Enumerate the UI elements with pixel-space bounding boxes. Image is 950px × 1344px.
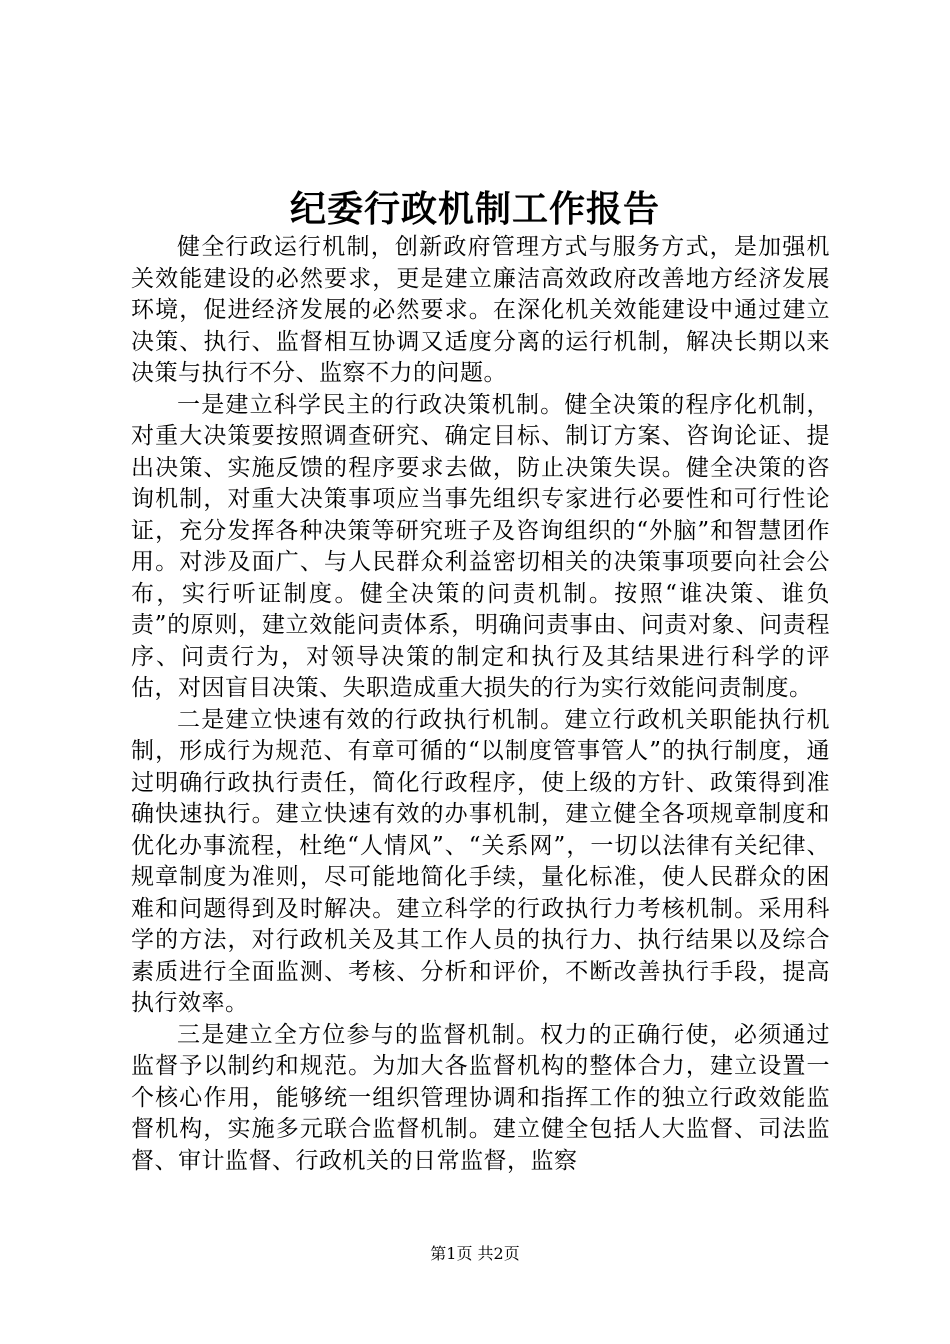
paragraph-intro: 健全行政运行机制，创新政府管理方式与服务方式，是加强机关效能建设的必然要求，更是建立廉洁高效政府改善地方经济发展环境，促进经济发展的必然要求。在深化机关效能建设中通过建立决策、执行、监督相互协调又适度分离的运行机制，解决长期以来决策与执行不分、监察不力的问题。 <box>131 234 830 386</box>
paragraph-supervision-mechanism: 三是建立全方位参与的监督机制。权力的正确行使，必须通过监督予以制约和规范。为加大各监督机构的整体合力，建立设置一个核心作用，能够统一组织管理协调和指挥工作的独立行政效能监督机构，实施多元联合监督机制。建立健全包括人大监督、司法监督、审计监督、行政机关的日常监督，监察 <box>131 1021 830 1174</box>
document-body <box>131 232 830 1177</box>
page-title: 纪委行政机制工作报告 <box>289 188 660 230</box>
paragraph-execution-mechanism: 二是建立快速有效的行政执行机制。建立行政机关职能执行机制，形成行为规范、有章可循的“以制度管事管人”的执行制度，通过明确行政执行责任，简化行政程序，使上级的方针、政策得到准确快速执行。建立快速有效的办事机制，建立健全各项规章制度和优化办事流程，杜绝“人情风”、“关系网”，一切以法律有关纪律、规章制度为准则，尽可能地简化手续，量化标准，使人民群众的困难和问题得到及时解决。建立科学的行政执行力考核机制。采用科学的方法，对行政机关及其工作人员的执行力、执行结果以及综合素质进行全面监测、考核、分析和评价，不断改善执行手段，提高执行效率。 <box>131 706 830 1016</box>
page-footer: 第1页 共2页 <box>430 1244 520 1263</box>
paragraph-decision-mechanism: 一是建立科学民主的行政决策机制。健全决策的程序化机制，对重大决策要按照调查研究、确定目标、制订方案、咨询论证、提出决策、实施反馈的程序要求去做，防止决策失误。健全决策的咨询机制，对重大决策事项应当事先组织专家进行必要性和可行性论证，充分发挥各种决策等研究班子及咨询组织的“外脑”和智慧团作用。对涉及面广、与人民群众利益密切相关的决策事项要向社会公布，实行听证制度。健全决策的问责机制。按照“谁决策、谁负责”的原则，建立效能问责体系，明确问责事由、问责对象、问责程序、问责行为，对领导决策的制定和执行及其结果进行科学的评估，对因盲目决策、失职造成重大损失的行为实行效能问责制度。 <box>131 391 830 701</box>
